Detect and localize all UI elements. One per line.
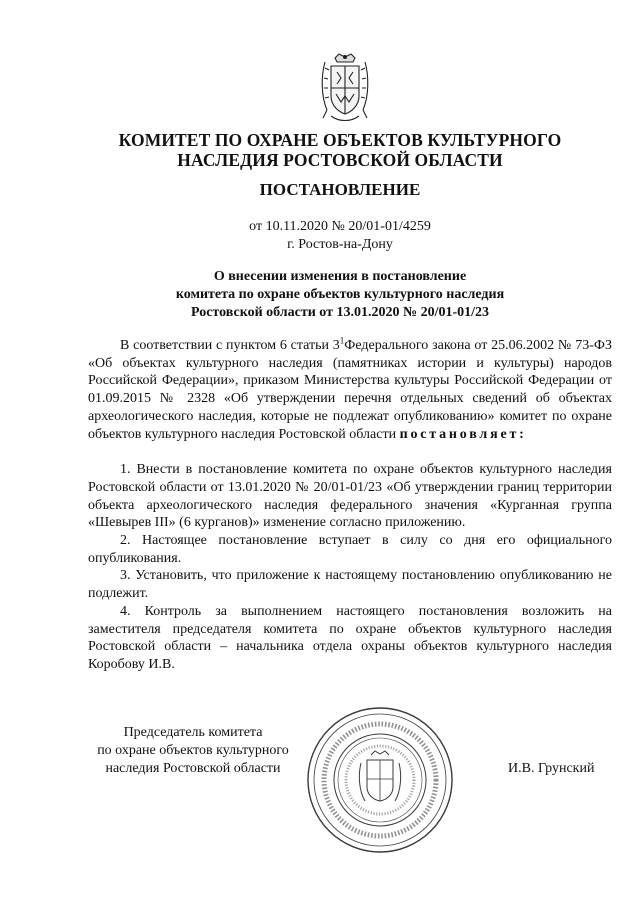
decree-word: постановляет: [399, 426, 527, 442]
preamble-paragraph [88, 337, 612, 443]
item-4: 4. Контроль за выполнением настоящего постановления возложить на заместителя председателя комитета по охране объектов культурного наследия Ростовской области – начальника отдела охраны объектов культурного наследия Коробову И.В. [88, 603, 612, 672]
coat-of-arms-icon [317, 52, 373, 124]
subject-line-2: комитета по охране объектов культурного наследия [175, 287, 505, 302]
subject-line-3: Ростовской области от 13.01.2020 № 20/01-01/23 [190, 305, 490, 320]
signatory-title-line-2: по охране объектов культурного [97, 743, 289, 758]
city: г. Ростов-на-Дону [287, 237, 393, 252]
item-2: 2. Настоящее постановление вступает в силу со дня его официального опубликования. [88, 533, 612, 566]
signatory-name: И.В. Грунский [508, 761, 595, 776]
preamble-part-1: В соответствии с пунктом 6 статьи 3 [120, 338, 340, 353]
signatory-title [80, 724, 306, 778]
preamble-superscript: 1 [339, 335, 345, 346]
signatory-title-line-3: наследия Ростовской области [105, 761, 281, 776]
document-type: ПОСТАНОВЛЕНИЕ [259, 180, 421, 199]
preamble-part-2: Федерального закона от 25.06.2002 № 73-ФЗ «Об объектах культурного наследия (памятниках истории и культуры) народов Российской Федерации», приказом Министерства культуры Российской Федерации от 01.09.2015 № 2328 «Об утверждении перечня отдельных сведений об объектах археологического наследия, которые не подлежат опубликованию» комитет по охране объектов культурного наследия Ростовской области [88, 338, 613, 442]
official-seal-icon [305, 705, 455, 855]
organization-name [60, 130, 620, 170]
date-number: от 10.11.2020 № 20/01-01/4259 [249, 219, 431, 234]
signatory-title-line-1: Председатель комитета [123, 725, 263, 740]
subject-line-1: О внесении изменения в постановление [213, 269, 467, 284]
item-1: 1. Внести в постановление комитета по охране объектов культурного наследия Ростовской области от 13.01.2020 № 20/01-01/23 «Об утверждении границ территории объекта археологического наследия федерального значения «Курганная группа «Шевырев III» (6 курганов)» изменение согласно приложению. [88, 462, 612, 531]
org-line-2: НАСЛЕДИЯ РОСТОВСКОЙ ОБЛАСТИ [177, 150, 503, 170]
org-line-1: КОМИТЕТ ПО ОХРАНЕ ОБЪЕКТОВ КУЛЬТУРНОГО [118, 130, 562, 150]
document-meta [60, 218, 620, 254]
document-subject [60, 268, 620, 322]
document-body [88, 337, 612, 674]
item-3: 3. Установить, что приложение к настоящему постановлению опубликованию не подлежит. [88, 568, 612, 602]
